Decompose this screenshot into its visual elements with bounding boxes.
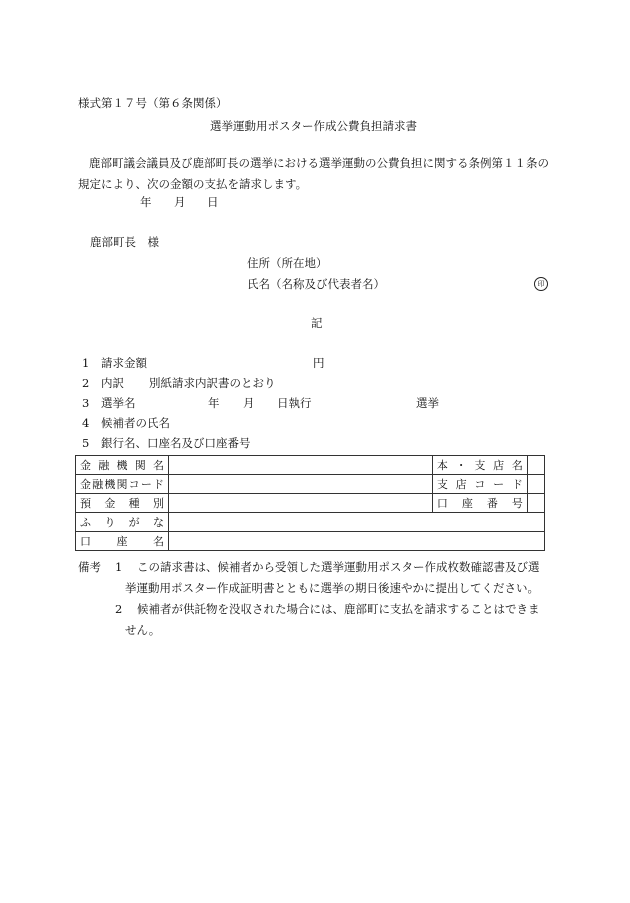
item-label: 選挙名 <box>101 396 136 410</box>
account-number-field[interactable] <box>527 494 544 513</box>
branch-name-field[interactable] <box>527 456 544 475</box>
furigana-field[interactable] <box>169 513 545 532</box>
table-row <box>76 513 545 532</box>
item-day: 日執行 <box>277 396 312 410</box>
deposit-type-field[interactable] <box>169 494 433 513</box>
form-number: 様式第１７号（第６条関係） <box>78 96 228 110</box>
item-number: 4 <box>82 416 90 430</box>
institution-name-label: 金融機関名 <box>76 456 169 475</box>
seal-mark: 印 <box>534 277 548 291</box>
item-suffix: 円 <box>313 356 325 370</box>
table-row <box>76 456 545 475</box>
item-label: 候補者の氏名 <box>101 416 170 430</box>
note-2-number: 2 <box>115 602 123 616</box>
institution-name-field[interactable] <box>169 456 433 475</box>
intro-paragraph: 鹿部町議会議員及び鹿部町長の選挙における選挙運動の公費負担に関する条例第１１条の規定により、次の金額の支払を請求します。 <box>78 156 549 191</box>
branch-code-field[interactable] <box>527 475 544 494</box>
item-number: 5 <box>82 436 90 450</box>
account-name-field[interactable] <box>169 532 545 551</box>
table-row <box>76 475 545 494</box>
item-number: 2 <box>82 376 90 390</box>
item-label: 内訳 <box>101 376 124 390</box>
institution-code-label: 金融機関コード <box>76 475 169 494</box>
deposit-type-label: 預金種別 <box>76 494 169 513</box>
branch-code-label: 支店コード <box>432 475 527 494</box>
item-suffix: 選挙 <box>416 396 439 410</box>
item-number: 1 <box>82 356 90 370</box>
document-title: 選挙運動用ポスター作成公費負担請求書 <box>210 119 417 133</box>
addressee: 鹿部町長 様 <box>90 235 159 249</box>
name-label: 氏名（名称及び代表者名） <box>247 277 385 291</box>
account-number-label: 口座番号 <box>432 494 527 513</box>
date-year: 年 <box>140 195 152 209</box>
item-value: 別紙請求内訳書のとおり <box>149 376 276 390</box>
table-row <box>76 494 545 513</box>
note-1-number: 1 <box>115 560 123 574</box>
date-day: 日 <box>207 195 219 209</box>
furigana-label: ふりがな <box>76 513 169 532</box>
item-year: 年 <box>208 396 220 410</box>
note-1-text: この請求書は、候補者から受領した選挙運動用ポスター作成枚数確認書及び選挙運動用ポスター作成証明書とともに選挙の期日後速やかに提出してください。 <box>125 560 540 595</box>
item-label: 銀行名、口座名及び口座番号 <box>101 436 251 450</box>
item-month: 月 <box>243 396 255 410</box>
address-label: 住所（所在地） <box>247 256 328 270</box>
item-label: 請求金額 <box>101 356 147 370</box>
date-month: 月 <box>174 195 186 209</box>
branch-name-label: 本・支店名 <box>432 456 527 475</box>
remarks-label: 備考 <box>78 560 101 574</box>
item-number: 3 <box>82 396 90 410</box>
table-row <box>76 532 545 551</box>
note-2-text: 候補者が供託物を没収された場合には、鹿部町に支払を請求することはできません。 <box>125 602 540 637</box>
account-name-label: 口座名 <box>76 532 169 551</box>
institution-code-field[interactable] <box>169 475 433 494</box>
ki-heading: 記 <box>311 316 323 330</box>
bank-account-table <box>75 455 545 551</box>
